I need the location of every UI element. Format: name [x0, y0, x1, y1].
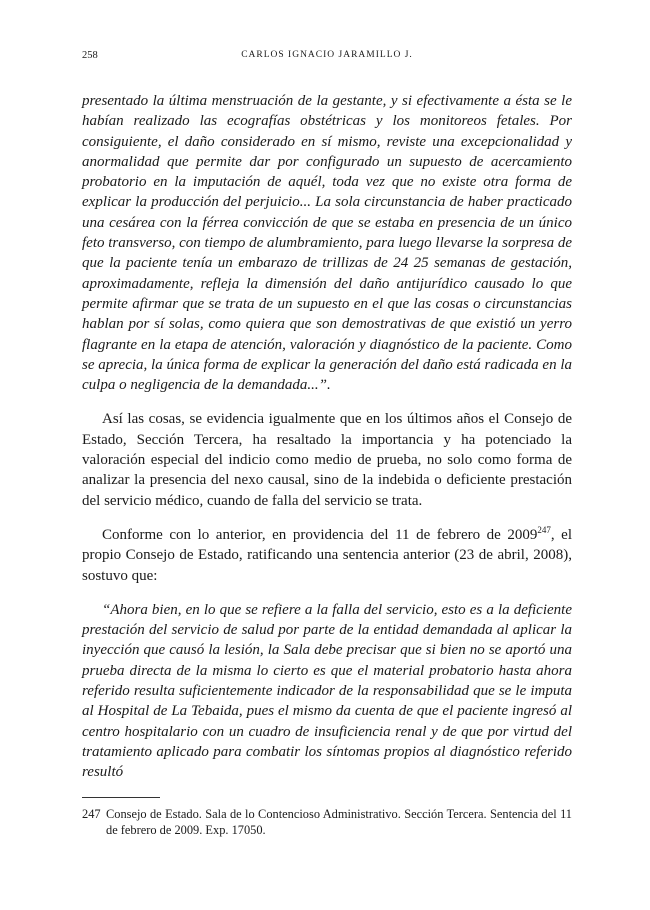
footnote: [82, 806, 572, 838]
body-paragraph: Así las cosas, se evidencia igualmente que en los últimos años el Consejo de Estado, Sección Tercera, ha resaltado la importancia y ha potenciado la valoración especial del indicio como medio de prueba, no solo como forma de analizar la presencia del nexo causal, sino de la indebida o deficiente prestación del servicio médico, cuando de falla del servicio se trata.: [82, 411, 572, 509]
page-body: [82, 91, 572, 797]
body-paragraph-with-footnote: [82, 525, 572, 586]
footnote-number: 247: [82, 807, 101, 821]
page-number: 258: [82, 50, 98, 61]
footnote-reference[interactable]: 247: [537, 524, 551, 535]
paragraph-text-end: , el propio Consejo de Estado, ratificando una sentencia anterior (23 de abril, 2008), sostuvo que:: [82, 526, 573, 584]
footnote-text: Consejo de Estado. Sala de lo Contencioso Administrativo. Sección Tercera. Sentencia del 11 de febrero de 2009. Exp. 17050.: [106, 807, 572, 837]
running-head: CARLOS IGNACIO JARAMILLO J.: [241, 50, 413, 60]
quote-paragraph-continued: presentado la última menstruación de la gestante, y si efectivamente a ésta se le habían realizado las ecografías obstétricas y los monitoreos fetales. Por consiguiente, el daño considerado en sí mismo, reviste una excepcionalidad y anormalidad que permite dar por configurado un supuesto de acercamiento probatorio en la imputación de aquél, toda vez que no existe otra forma de explicar la producción del perjuicio... La sola circunstancia de haber practicado una cesárea con la férrea convicción de que se estaba en presencia de un único feto transverso, con tiempo de alumbramiento, para luego llevarse la sorpresa de que la paciente tenía un embarazo de trillizas de 24 25 semanas de gestación, aproximadamente, refleja la dimensión del daño antijurídico causado lo que permite afirmar que se trata de un supuesto en el que las cosas o circunstancias hablan por sí solas, como quiera que son demostrativas de que existió un yerro flagrante en la etapa de atención, valoración y diagnóstico de la paciente. Como se aprecia, la única forma de explicar la generación del daño está radicada en la culpa o negligencia de la demandada...”.: [82, 93, 572, 394]
quote-paragraph: “Ahora bien, en lo que se refiere a la falla del servicio, esto es a la deficiente prestación del servicio de salud por parte de la entidad demandada al aplicar la inyección que causó la lesión, la Sala debe precisar que si bien no se aportó una prueba directa de la misma lo cierto es que el material probatorio hasta ahora referido resulta suficientemente indicador de la responsabilidad que se le imputa al Hospital de La Tebaida, pues el mismo da cuenta de que el paciente ingresó al centro hospitalario con un cuadro de insuficiencia renal y de que por virtud del tratamiento aplicado para combatir los síntomas propios al diagnóstico referido resultó: [82, 601, 572, 781]
footnote-separator: [82, 797, 160, 798]
paragraph-text-start: Conforme con lo anterior, en providencia del 11 de febrero de 2009: [102, 526, 538, 543]
page-header: [82, 50, 572, 66]
